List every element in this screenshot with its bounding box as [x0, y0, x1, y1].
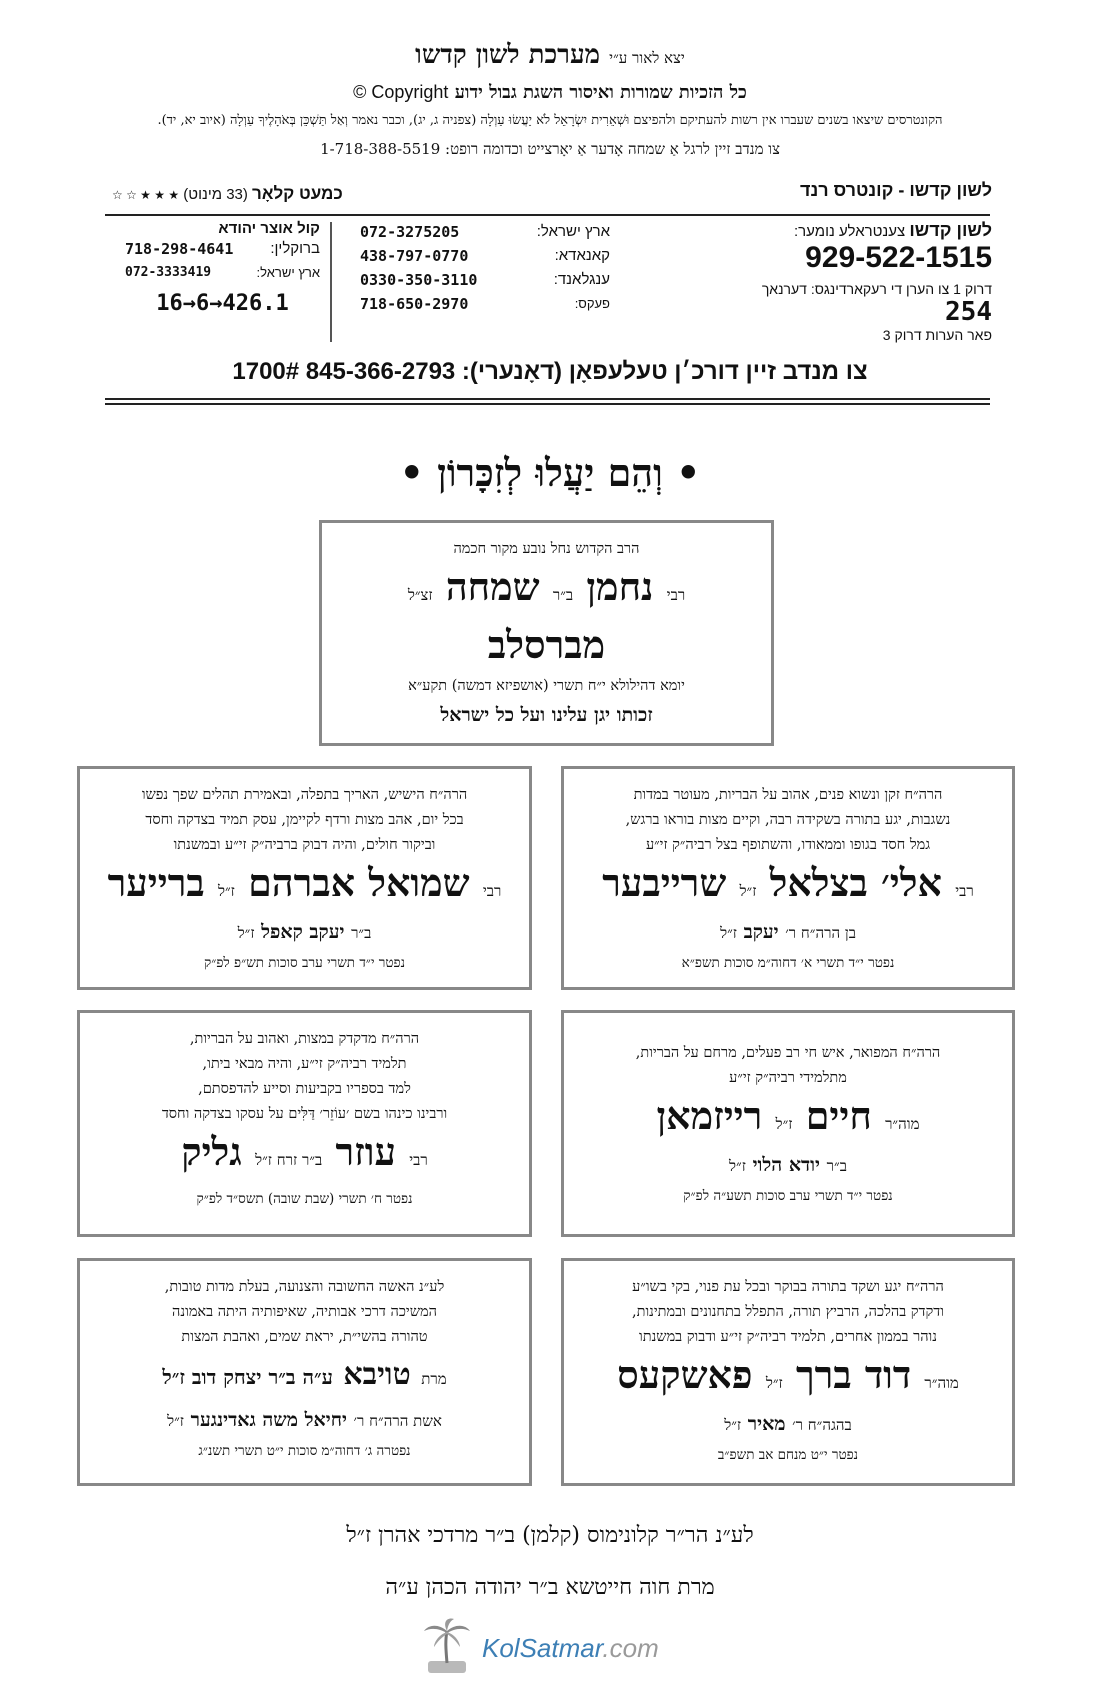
name-middle: ז״ל	[739, 882, 757, 900]
memorial-name	[564, 1350, 1012, 1408]
memorial-date: נפטר י״ד תשרי ערב סוכות תשע״ה לפ״ק	[683, 1188, 893, 1204]
first-name: שמואל אברהם	[248, 860, 470, 905]
intl-row	[360, 268, 610, 292]
memorial-desc-line: ודקדק בהלכה, הרביץ תורה, התפלל בתחנונים ובמתינות,	[632, 1304, 944, 1320]
notice-line: הקונטרסים שיצאו בשנים שעברו אין רשות להעתיקם ולהפיצם וּשְׁאֵרִית יִשְׂרָאֵל לֹא יַעֲשׂוּ עַוְלָה (צפניה ג, יג), וכבר נאמר וְאַל תַּשְׁכֵּן בְּאֹהָלֶיךָ עַוְלָה (איוב יא, יד).	[157, 113, 943, 128]
dedication-line-1: לע״נ הר״ר קלונימוס (קלמן) ב״ר מרדכי אהרן ז״ל	[346, 1523, 754, 1548]
father-prefix: ב״ר	[351, 924, 372, 942]
memorial-main-box	[319, 520, 774, 746]
palm-tree-icon	[420, 1617, 474, 1679]
intl-label: קאנאדא:	[554, 247, 610, 264]
father-name: יודא הלוי	[752, 1154, 821, 1176]
kol-label: ברוקלין:	[270, 240, 320, 257]
published-by-prefix: יצא לאור ע״י	[609, 49, 685, 67]
kol-otzar-contact	[125, 220, 320, 316]
memorial-name	[564, 858, 1012, 916]
press1-text: דרוק 1 צו הערן די רעקארדינגס: דערנאך	[761, 281, 992, 297]
logo-name: KolSatmar	[482, 1632, 603, 1663]
main-place: מברסלב	[487, 622, 606, 667]
name-prefix: רבי	[955, 882, 974, 900]
father-name: מאיר	[747, 1413, 786, 1435]
father-suffix: ז״ל	[237, 924, 255, 942]
main-name	[322, 562, 771, 620]
dedication-line-2: מרת חוה חייטשא ב״ר יהודה הכהן ע״ה	[385, 1575, 715, 1600]
site-logo[interactable]	[420, 1618, 680, 1678]
name-middle: ע״ה ב״ר יצחק דוב ז״ל	[162, 1365, 333, 1389]
name-prefix: מוה״ר	[885, 1115, 920, 1133]
intl-number[interactable]: 0330-350-3110	[360, 271, 478, 289]
name-middle: ז״ל	[775, 1115, 793, 1133]
name-prefix: רבי	[666, 586, 686, 604]
father-name: יחיאל משה גאדינגער	[190, 1409, 347, 1431]
main-date: יומא דהילולא י״ח תשרי (אושפיזא דמשה) תקע״א	[408, 678, 685, 694]
father-suffix: ז״ל	[729, 1157, 746, 1175]
memorial-desc-line: תלמיד רביה״ק זי״ע, והיה מבאי ביתו,	[202, 1056, 407, 1072]
rights-line	[0, 82, 1100, 103]
memorial-box	[561, 766, 1015, 990]
name-prefix: מוה״ר	[924, 1374, 959, 1392]
memorial-name	[564, 1091, 1012, 1149]
first-name: דוד ברך	[795, 1352, 912, 1397]
memorial-father	[80, 1404, 529, 1437]
memorial-desc-line: המשיכה דרכי אבותיה, שאיפותיה היתה באמונה	[172, 1304, 437, 1320]
father-name: יעקב	[743, 921, 779, 943]
fax-number[interactable]: 718-650-2970	[360, 295, 469, 313]
publisher-name: מערכת לשון קדשו	[415, 40, 601, 70]
fax-label: פעקס:	[574, 296, 610, 311]
memorial-date: נפטר י״ט מנחם אב תשפ״ב	[717, 1447, 859, 1463]
father-prefix: בהגה״ח ר׳	[792, 1416, 852, 1434]
memorial-desc-line: הרה״ח המפואר, איש חי רב פעלים, מרחם על הבריות,	[635, 1045, 941, 1061]
memorial-desc-line: בכל יום, אהב מצות ורדף לקיימן, עסק תמיד בצדקה וחסד	[145, 812, 464, 828]
issue-title: לשון קדשו - קונטרס רנד	[800, 180, 992, 200]
memorial-box	[561, 1010, 1015, 1237]
memorial-box	[77, 1258, 532, 1486]
main-epithet: הרב הקדוש נחל נובע מקור חכמה	[453, 541, 640, 557]
memorial-desc-line: מתלמידי רביה״ק זי״ע	[729, 1070, 847, 1086]
difficulty-stars: ★ ★ ★ ☆ ☆	[112, 188, 180, 202]
son-of: ב״ר	[552, 586, 574, 604]
intl-numbers	[360, 220, 610, 316]
central-contact	[732, 220, 992, 343]
memorial-desc-line: הרה״ח הישיש, האריך בתפלה, ובאמירת תהלים שפך נפשו	[141, 787, 468, 803]
brand-name: לשון קדשו	[909, 220, 992, 240]
memorial-desc-line: גמל חסד בגופו וממאודו, והשתופף בצל רביה״ק זי״ע	[645, 837, 931, 853]
kol-number[interactable]: 072-3333419	[125, 265, 212, 280]
memorial-desc-line: למד בספריו בקביעות וסייע להדפסתם,	[198, 1081, 411, 1097]
name-prefix: רבי	[409, 1151, 428, 1169]
intl-number[interactable]: 438-797-0770	[360, 247, 469, 265]
honorific-suffix: זצ״ל	[407, 586, 433, 604]
divider-bottom-2	[105, 403, 990, 405]
memorial-desc-line: וביקור חולים, והיה דבוק ברביה״ק זי״ע ובמשנתו	[173, 837, 436, 853]
memorial-date: נפטר ח׳ תשרי (שבת שובה) תשס״ד לפ״ק	[196, 1191, 413, 1207]
memorial-desc-line: הרה״ח מדקדק במצות, ואהוב על הבריות,	[189, 1031, 420, 1047]
publisher-line	[0, 40, 1100, 70]
memorial-father	[80, 916, 529, 949]
last-name: רייזמאן	[656, 1093, 763, 1138]
father-prefix: בן הרה״ח ר׳	[785, 924, 856, 942]
intl-row	[360, 292, 610, 316]
kol-title: קול אוצר יהודא	[218, 220, 320, 237]
memorial-desc-line: הרה״ח יגע ושקד בתורה בבוקר ובכל עת פנוי, בקי בשו״ע	[632, 1279, 944, 1295]
name-prefix: מרת	[421, 1370, 447, 1388]
memorial-box	[77, 1010, 532, 1237]
intl-row	[360, 244, 610, 268]
divider-top	[105, 214, 990, 216]
contact-divider	[330, 222, 332, 342]
divider-bottom-1	[105, 398, 990, 400]
reading-time: (33 מינוט)	[183, 186, 248, 203]
memorial-desc-line: נשגבות, יגע בתורה בשקידה רבה, וקיים מצות בוראו ברגש,	[625, 812, 951, 828]
main-merit: זכותו יגן עלינו ועל כל ישראל	[440, 704, 653, 726]
press1-number: 254	[945, 297, 992, 327]
intl-row	[360, 220, 610, 244]
rights-text: כל הזכיות שמורות ואיסור השגת גבול ידוע	[454, 82, 747, 103]
kol-row	[125, 237, 320, 261]
page-title: • וְהֵם יַעֲלוּ לְזִכָּרוֹן •	[399, 450, 701, 495]
memorial-name	[80, 858, 529, 916]
memorial-desc-line: נוהר בממון אחרים, תלמיד רביה״ק זי״ע ודבוק במשנתו	[639, 1329, 937, 1345]
first-name: חיים	[805, 1093, 872, 1138]
phone-donate-line[interactable]: צו מנדב זיין דורכ׳ן טעלעפאָן (דאָנערי): 845-366-2793 1700#	[232, 358, 868, 385]
memorial-box	[77, 766, 532, 990]
kol-number[interactable]: 718-298-4641	[125, 240, 234, 258]
memorial-box	[561, 1258, 1015, 1486]
father-prefix: ב״ר	[826, 1157, 847, 1175]
last-name: גליק	[181, 1129, 242, 1174]
central-label: צענטראלע נומער:	[794, 223, 906, 240]
memorial-name	[80, 1127, 529, 1185]
memorial-desc-line: לע״נ האשה החשובה והצנועה, בעלת מדות טובות,	[164, 1279, 445, 1295]
kol-label: ארץ ישראל:	[256, 265, 320, 280]
donate-line: צו מנדב זיין לרגל אַ שמחה אָדער אַ יאָרצייט וכדומה רופט: 1-718-388-5519	[320, 140, 780, 158]
last-name: פאשקעס	[617, 1352, 753, 1397]
father-suffix: ז״ל	[167, 1412, 184, 1430]
memorial-father	[564, 1408, 1012, 1441]
last-name: שרייבער	[602, 860, 727, 905]
name-prefix: רבי	[482, 882, 502, 900]
first-name: אלי׳ בצלאל	[769, 860, 942, 905]
logo-text	[482, 1633, 659, 1664]
memorial-desc-line: ורבינו כינהו בשם ׳עוֹזֵר׳ דַּלִּים על עסקו בצדקה וחסד	[161, 1106, 448, 1122]
last-name: ברייער	[107, 860, 205, 905]
memorial-father	[564, 1149, 1012, 1182]
memorial-date: נפטר י״ד תשרי א׳ דחוה״מ סוכות תשפ״א	[681, 955, 895, 971]
memorial-name	[80, 1350, 529, 1404]
intl-number[interactable]: 072-3275205	[360, 223, 460, 241]
kol-row	[125, 261, 320, 285]
reading-label: כמעט קלאָר	[252, 184, 343, 203]
memorial-date: נפטרה ג׳ דחוה״מ סוכות י״ט תשרי תשנ״ג	[198, 1443, 411, 1459]
first-name: טויבא	[343, 1357, 411, 1392]
memorial-desc-line: טהורה בהשי״ת, יראת שמים, ואהבת המצות	[181, 1329, 428, 1345]
copyright-text: Copyright ©	[353, 82, 449, 102]
reading-meta	[112, 184, 343, 204]
name-middle: ז״ל	[217, 882, 235, 900]
press3-text: פאר הערות דרוק 3	[882, 327, 992, 343]
father-prefix: אשת הרה״ח ר׳	[353, 1412, 442, 1430]
father-name: יעקב קאפל	[261, 921, 345, 943]
memorial-date: נפטר י״ד תשרי ערב סוכות תש״פ לפ״ק	[203, 955, 406, 971]
father-name: שמחה	[445, 564, 540, 609]
memorial-father	[564, 916, 1012, 949]
name-middle: ז״ל	[765, 1374, 783, 1392]
intl-label: ארץ ישראל:	[536, 223, 610, 240]
intl-label: ענגלאנד:	[553, 271, 610, 288]
first-name: עוזר	[335, 1129, 396, 1174]
kol-extension: 16→6→426.1	[156, 291, 289, 316]
father-suffix: ז״ל	[724, 1416, 742, 1434]
father-suffix: ז״ל	[720, 924, 737, 942]
memorial-desc-line: הרה״ח זקן ונשוא פנים, אהוב על הבריות, מעוטר במדות	[633, 787, 943, 803]
first-name: נחמן	[586, 564, 654, 609]
central-number[interactable]: 929-522-1515	[805, 241, 992, 274]
name-middle: ב״ר זרח ז״ל	[255, 1151, 323, 1169]
logo-domain: .com	[602, 1632, 659, 1663]
